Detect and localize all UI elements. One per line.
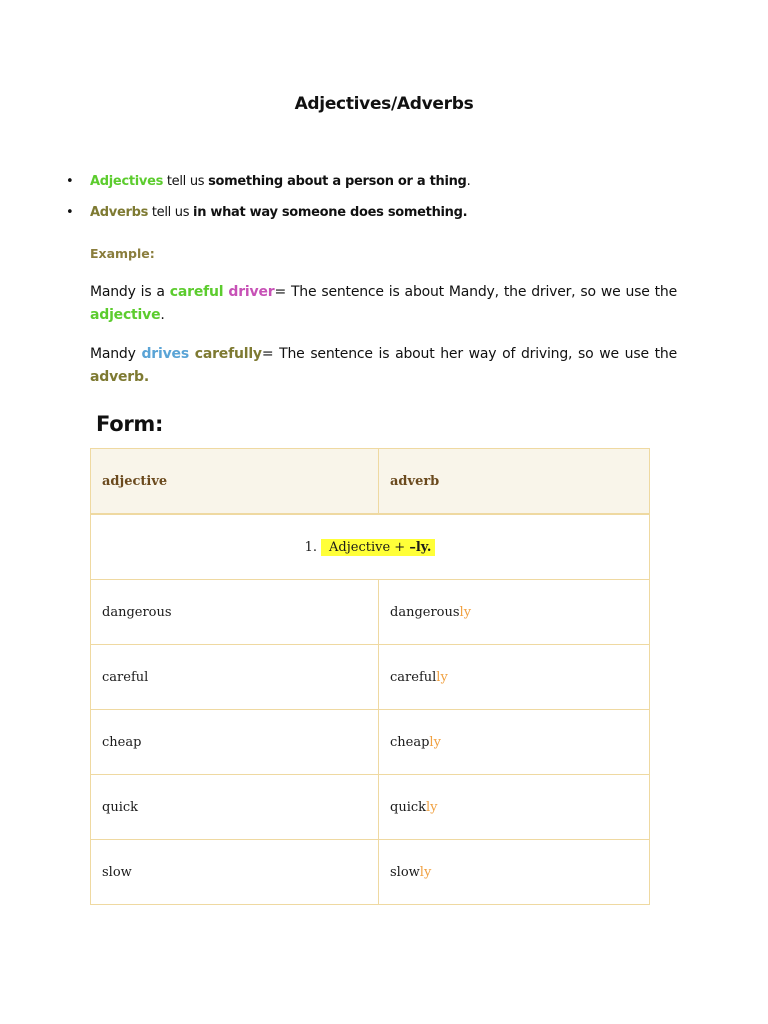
rule-highlight	[321, 539, 435, 556]
adjective-cell: slow	[91, 840, 379, 905]
example-adverb-sentence	[90, 343, 677, 389]
form-heading: Form:	[96, 412, 164, 436]
column-header-adjective: adjective	[91, 449, 379, 515]
adverb-suffix: ly	[426, 799, 438, 815]
rule-text: Adjective +	[329, 539, 410, 555]
table-row	[91, 580, 650, 645]
rule-number: 1.	[304, 539, 318, 555]
adjective-cell: dangerous	[91, 580, 379, 645]
table-rule-row	[91, 514, 650, 580]
adverb-cell	[379, 840, 650, 905]
page-bottom-margin	[80, 906, 680, 1024]
definition-bold: something about a person or a thing	[208, 174, 467, 189]
definition-text: tell us	[148, 205, 194, 220]
table-row	[91, 775, 650, 840]
sentence-end: .	[160, 307, 165, 323]
table-row	[91, 710, 650, 775]
adverb-suffix: ly	[459, 604, 472, 620]
adjective-cell: quick	[91, 775, 379, 840]
sentence-start: Mandy	[90, 346, 142, 362]
sentence-start: Mandy is a	[90, 284, 170, 300]
keyword-adverbs: Adverbs	[90, 205, 149, 220]
sentence-explanation: = The sentence is about her way of driving, so we use the	[261, 346, 677, 362]
example-label: Example:	[90, 246, 155, 261]
adjective-cell: careful	[91, 645, 379, 710]
adverb-stem: careful	[390, 669, 437, 685]
adverb-cell	[379, 710, 650, 775]
example-adjective-word: careful	[169, 284, 224, 300]
rule-suffix: –ly.	[409, 539, 432, 555]
form-rule-cell	[91, 514, 650, 580]
definition-bold: in what way someone does something.	[193, 205, 468, 220]
adverb-suffix: ly	[436, 669, 448, 685]
page-title: Adjectives/Adverbs	[294, 94, 474, 114]
bullet-icon: •	[66, 205, 74, 220]
adverb-suffix: ly	[419, 864, 432, 880]
definition-list	[66, 172, 686, 234]
table-header-row	[91, 449, 650, 515]
adverb-stem: cheap	[390, 734, 430, 750]
adjective-cell: cheap	[91, 710, 379, 775]
example-adverb-word: carefully	[194, 346, 262, 362]
definition-adverbs	[66, 203, 686, 234]
adverb-stem: slow	[390, 864, 420, 880]
adverb-cell	[379, 775, 650, 840]
example-verb-word: drives	[141, 346, 189, 362]
example-noun-word: driver	[228, 284, 275, 300]
form-table	[90, 448, 650, 905]
adverb-cell	[379, 580, 650, 645]
sentence-explanation: = The sentence is about Mandy, the driver, so we use the	[274, 284, 678, 300]
term-adverb: adverb.	[90, 369, 149, 385]
adverb-stem: dangerous	[390, 604, 460, 620]
table-row	[91, 840, 650, 905]
table-row	[91, 645, 650, 710]
example-adjective-sentence	[90, 281, 677, 327]
keyword-adjectives: Adjectives	[90, 174, 164, 189]
definition-end: .	[466, 174, 471, 189]
bullet-icon: •	[66, 174, 74, 189]
adverb-cell	[379, 645, 650, 710]
adverb-suffix: ly	[429, 734, 441, 750]
definition-adjectives	[66, 172, 686, 203]
term-adjective: adjective	[90, 307, 161, 323]
column-header-adverb: adverb	[379, 449, 650, 515]
adverb-stem: quick	[390, 799, 427, 815]
definition-text: tell us	[163, 174, 209, 189]
